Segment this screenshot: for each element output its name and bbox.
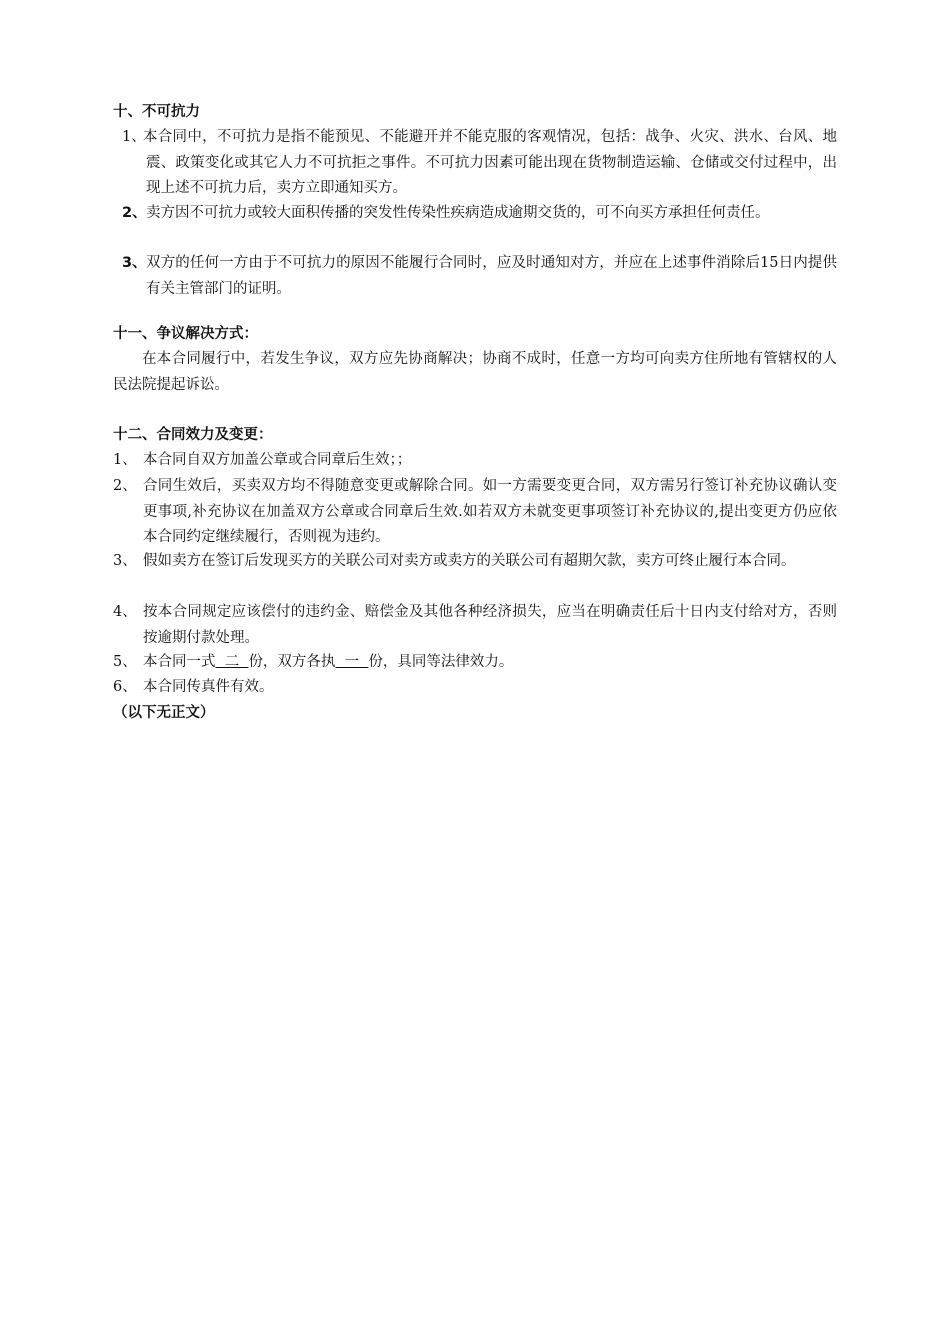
item-text: 合同生效后，买卖双方均不得随意变更或解除合同。如一方需要变更合同，双方需另行签订补充协议确认变更事项,补充协议在加盖双方公章或合同章后生效.如若双方未就变更事项签订补充协议的,提出变更方仍应依本合同约定继续履行，否则视为违约。 — [143, 478, 837, 545]
section-10-item-2 — [122, 201, 837, 227]
item-number: 5、 — [113, 654, 137, 670]
item-text: 按本合同规定应该偿付的违约金、赔偿金及其他各种经济损失，应当在明确责任后十日内支付给对方，否则按逾期付款处理。 — [143, 604, 837, 646]
item-number: 1、 — [113, 452, 137, 468]
item-number: 1、 — [122, 129, 146, 145]
section-11-title: 十一、争议解决方式： — [113, 326, 258, 342]
copies-total-blank: 二 — [215, 654, 249, 670]
section-12-item-1 — [113, 448, 837, 474]
item-text-part3: 份，具同等法律效力。 — [368, 654, 514, 670]
item-text-part1: 本合同一式 — [143, 654, 216, 670]
item-text — [113, 650, 837, 676]
item-number: 3、 — [113, 553, 137, 569]
section-11-paragraph: 在本合同履行中，若发生争议，双方应先协商解决；协商不成时，任意一方均可向卖方住所地有管辖权的人民法院提起诉讼。 — [113, 351, 837, 393]
item-number: 2、 — [113, 478, 137, 494]
end-note: （以下无正文） — [113, 705, 215, 721]
item-number: 4、 — [113, 604, 137, 620]
item-text: 双方的任何一方由于不可抗力的原因不能履行合同时，应及时通知对方，并应在上述事件消除后15日内提供有关主管部门的证明。 — [146, 255, 837, 297]
section-12-title: 十二、合同效力及变更： — [113, 427, 273, 443]
section-10-title: 十、不可抗力 — [113, 104, 200, 120]
section-12-item-2 — [113, 474, 837, 551]
section-12-item-6 — [113, 675, 837, 701]
item-text: 本合同传真件有效。 — [143, 679, 274, 695]
item-text: 本合同中，不可抗力是指不能预见、不能避开并不能克服的客观情况，包括：战争、火灾、洪水、台风、地震、政策变化或其它人力不可抗拒之事件。不可抗力因素可能出现在货物制造运输、仓储或交付过程中，出现上述不可抗力后，卖方立即通知买方。 — [143, 129, 837, 196]
item-text: 卖方因不可抗力或较大面积传播的突发性传染性疾病造成逾期交货的，可不向买方承担任何责任。 — [146, 205, 770, 221]
item-number: 3、 — [122, 255, 147, 271]
item-number: 6、 — [113, 679, 137, 695]
item-number: 2、 — [122, 205, 147, 221]
item-text: 本合同自双方加盖公章或合同章后生效；； — [143, 452, 412, 468]
section-10-item-1 — [122, 125, 837, 202]
copies-each-blank: 一 — [335, 654, 369, 670]
section-12-item-3 — [113, 549, 837, 575]
section-12-item-4 — [113, 600, 837, 651]
section-10-item-3 — [122, 251, 837, 302]
section-12-item-5 — [113, 650, 837, 676]
item-text: 假如卖方在签订后发现买方的关联公司对卖方或卖方的关联公司有超期欠款，卖方可终止履行本合同。 — [143, 553, 796, 569]
item-text-part2: 份，双方各执 — [248, 654, 336, 670]
